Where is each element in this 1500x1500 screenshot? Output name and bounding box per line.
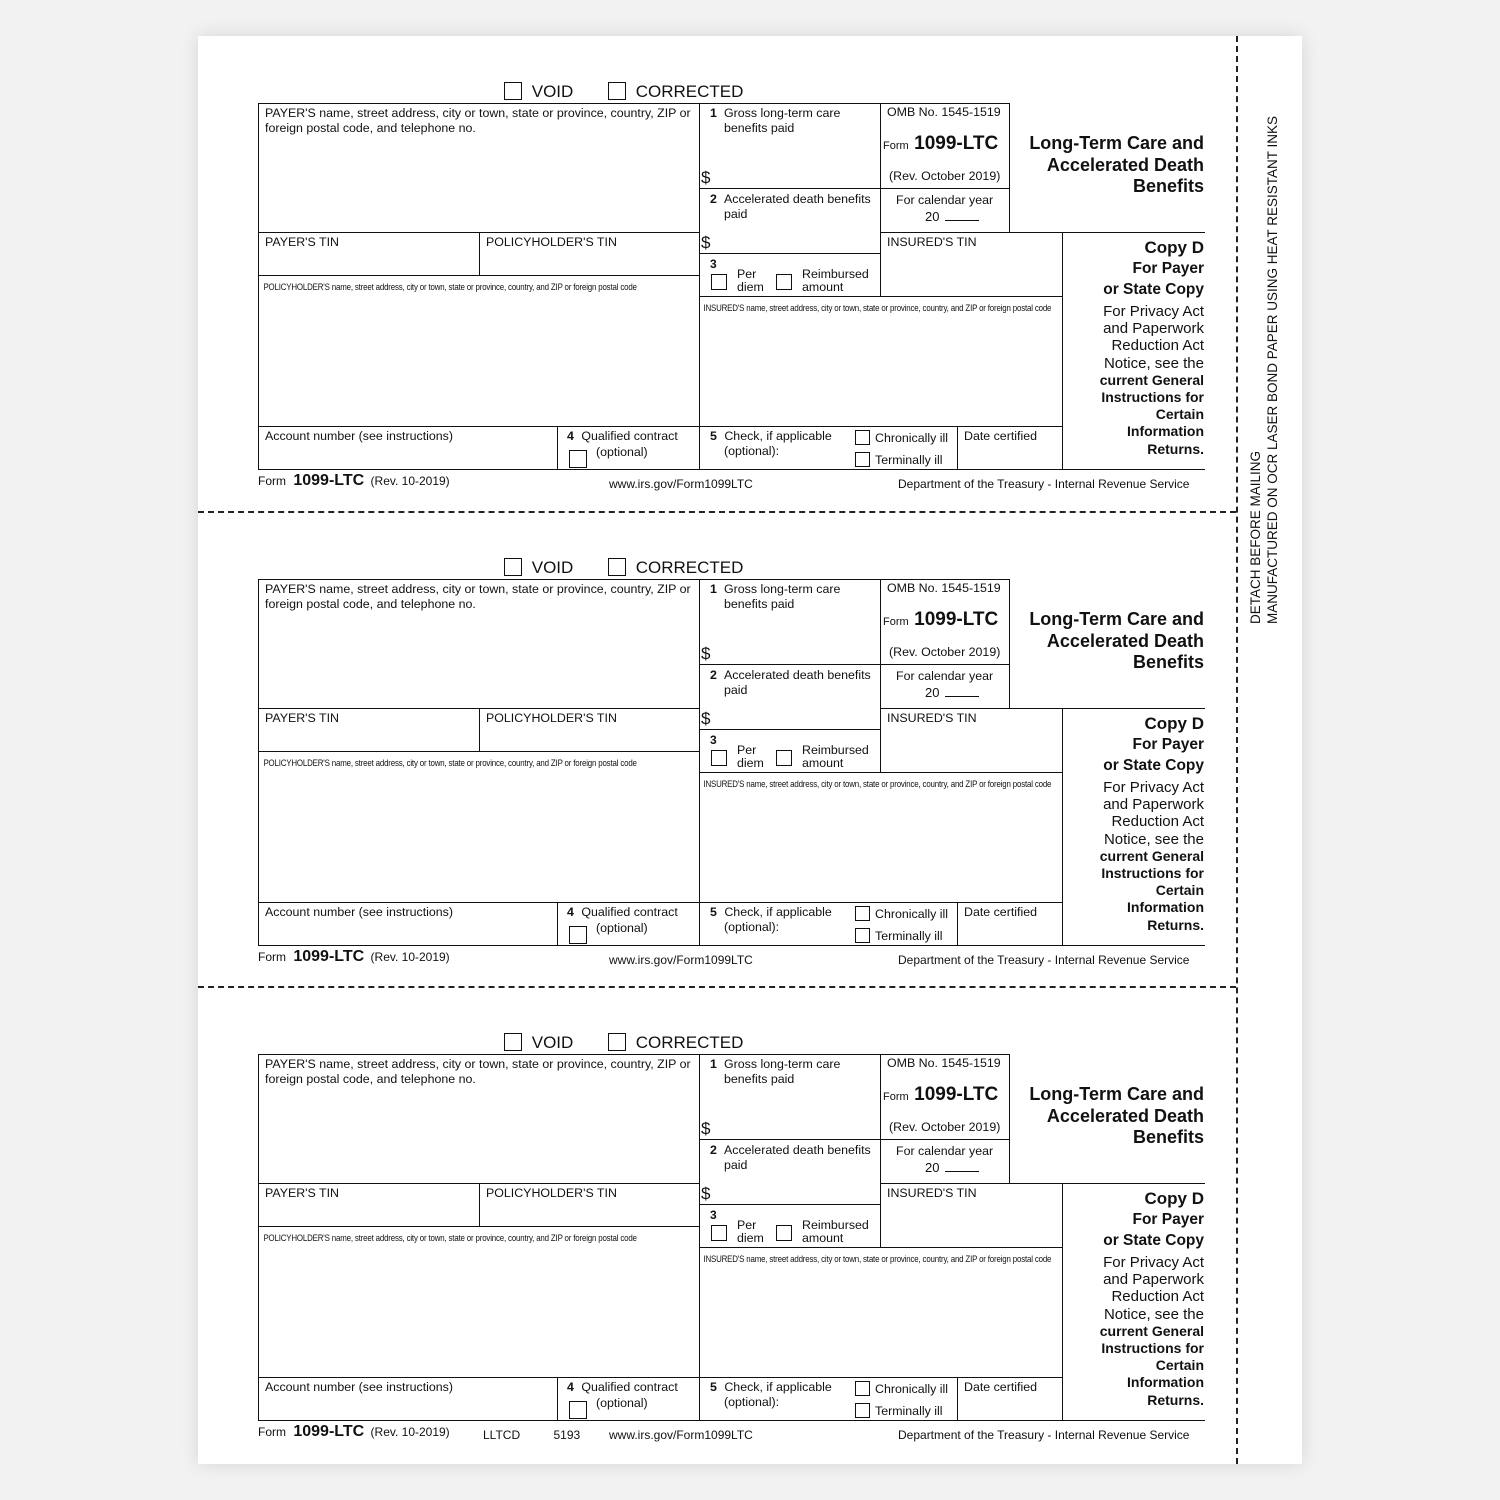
grid-line xyxy=(880,1139,1009,1140)
box5-label: Check, if applicable xyxy=(724,1380,832,1394)
box5-optional: (optional): xyxy=(724,1395,780,1409)
copy-line3: or State Copy xyxy=(1103,281,1204,298)
date-certified-field[interactable] xyxy=(958,1377,1062,1420)
account-number-field[interactable] xyxy=(259,902,557,945)
form-copy-1 xyxy=(0,0,1500,491)
date-certified-label: Date certified xyxy=(964,905,1038,919)
box1-gross-ltc-benefits[interactable] xyxy=(700,103,880,188)
insured-name-field[interactable] xyxy=(700,791,1062,902)
box2-dollar-sign: $ xyxy=(701,233,711,252)
title-line3: Benefits xyxy=(1132,652,1204,672)
box2-accelerated-death-benefits[interactable] xyxy=(700,1140,880,1204)
calendar-year-field[interactable] xyxy=(925,685,979,700)
corrected-label: CORRECTED xyxy=(635,82,744,101)
insured-name-field[interactable] xyxy=(700,315,1062,426)
omb-number: OMB No. 1545-1519 xyxy=(887,1056,1001,1070)
box2-number: 2 xyxy=(710,192,717,206)
footer-rev: (Rev. 10-2019) xyxy=(370,474,450,488)
footer-url[interactable]: www.irs.gov/Form1099LTC xyxy=(609,953,753,967)
per-diem-checkbox[interactable] xyxy=(711,750,727,766)
box4-number: 4 xyxy=(567,1380,574,1394)
grid-line xyxy=(880,188,1009,189)
year-blank[interactable] xyxy=(945,220,979,221)
corrected-label: CORRECTED xyxy=(635,558,744,577)
insured-name-label: INSURED'S name, street address, city or town, state or province, country, and ZIP or foreign postal code xyxy=(703,779,1052,789)
terminally-ill-label: Terminally ill xyxy=(875,453,943,467)
box2-number: 2 xyxy=(710,1143,717,1157)
form-revision: (Rev. October 2019) xyxy=(889,645,1001,659)
box1-dollar-sign: $ xyxy=(701,1119,711,1138)
void-checkbox[interactable] xyxy=(504,558,522,576)
date-certified-field[interactable] xyxy=(958,902,1062,945)
payer-name-label: PAYER'S name, street address, city or town, state or province, country, ZIP or foreign postal code, and telephone no. xyxy=(265,1057,691,1086)
box2-label: Accelerated death benefits paid xyxy=(724,668,871,697)
grid-line xyxy=(1062,708,1063,946)
privacy-line2: and Paperwork xyxy=(1103,1271,1204,1289)
copy-designation xyxy=(1100,237,1204,458)
insured-name-field[interactable] xyxy=(700,1266,1062,1377)
title-line2: Accelerated Death xyxy=(1046,154,1204,175)
payer-name-field[interactable] xyxy=(259,103,699,232)
box5-check-if-applicable xyxy=(710,429,832,459)
form-number: 1099-LTC xyxy=(914,133,999,154)
policyholder-tin-field[interactable] xyxy=(480,708,699,751)
box1-gross-ltc-benefits[interactable] xyxy=(700,579,880,664)
box1-label: Gross long-term care benefits paid xyxy=(724,1057,841,1086)
year-prefix: 20 xyxy=(925,209,940,224)
reimbursed-line1: Reimbursed xyxy=(802,267,869,281)
privacy-line3: Reduction Act xyxy=(1111,813,1204,831)
copy-designation xyxy=(1100,713,1204,934)
box3-number: 3 xyxy=(710,257,717,271)
box2-number: 2 xyxy=(710,668,717,682)
footer-form-number: 1099-LTC xyxy=(293,472,365,489)
per-diem-label xyxy=(737,1219,764,1245)
corrected-checkbox-group xyxy=(608,82,743,102)
corrected-checkbox[interactable] xyxy=(608,558,626,576)
title-line2: Accelerated Death xyxy=(1046,1105,1204,1126)
insured-name-label: INSURED'S name, street address, city or town, state or province, country, and ZIP or foreign postal code xyxy=(703,303,1052,313)
box1-number: 1 xyxy=(710,106,717,120)
chronically-ill-label: Chronically ill xyxy=(875,431,948,445)
payer-name-label: PAYER'S name, street address, city or town, state or province, country, ZIP or foreign postal code, and telephone no. xyxy=(265,582,691,611)
box5-check-if-applicable xyxy=(710,1380,832,1410)
corrected-checkbox-group xyxy=(608,1033,743,1053)
title-line1: Long-Term Care and xyxy=(1029,609,1204,629)
chronically-ill-checkbox[interactable] xyxy=(855,1381,870,1396)
void-label: VOID xyxy=(531,82,574,101)
instructions-line3: Certain xyxy=(1155,882,1204,899)
instructions-line2: Instructions for xyxy=(1101,389,1204,406)
privacy-line1: For Privacy Act xyxy=(1103,303,1204,320)
box5-number: 5 xyxy=(710,1380,717,1394)
insured-tin-field[interactable] xyxy=(881,232,1062,296)
copy-line1: Copy D xyxy=(1144,1189,1204,1208)
instructions-line5: Returns. xyxy=(1147,440,1204,457)
account-number-label: Account number (see instructions) xyxy=(265,1380,454,1394)
footer-rev: (Rev. 10-2019) xyxy=(370,950,450,964)
payer-name-field[interactable] xyxy=(259,579,699,708)
privacy-line3: Reduction Act xyxy=(1111,1288,1204,1306)
box4-label: Qualified contract xyxy=(581,429,678,443)
copy-line2: For Payer xyxy=(1132,260,1204,277)
calendar-year-label: For calendar year xyxy=(896,1144,994,1158)
copy-line3: or State Copy xyxy=(1103,757,1204,774)
policyholder-name-field[interactable] xyxy=(259,770,699,902)
per-diem-line1: Per xyxy=(737,267,757,281)
grid-line xyxy=(1009,103,1010,233)
year-prefix: 20 xyxy=(925,685,940,700)
privacy-line1: For Privacy Act xyxy=(1103,1254,1204,1271)
instructions-line3: Certain xyxy=(1155,406,1204,423)
payer-tin-label: PAYER'S TIN xyxy=(265,235,339,249)
footer-form-word: Form xyxy=(258,474,286,488)
void-label: VOID xyxy=(531,1033,574,1052)
box4-optional: (optional) xyxy=(596,1396,648,1410)
void-checkbox-group xyxy=(504,1033,573,1053)
year-blank[interactable] xyxy=(945,1171,979,1172)
insured-tin-label: INSURED'S TIN xyxy=(887,1186,977,1200)
payer-tin-field[interactable] xyxy=(259,1183,479,1226)
reimbursed-label xyxy=(802,268,869,294)
instructions-line2: Instructions for xyxy=(1101,1340,1204,1357)
paper-text: MANUFACTURED ON OCR LASER BOND PAPER USING HEAT RESISTANT INKS xyxy=(1265,115,1280,625)
policyholder-tin-label: POLICYHOLDER'S TIN xyxy=(486,235,617,249)
privacy-line2: and Paperwork xyxy=(1103,796,1204,814)
payer-tin-label: PAYER'S TIN xyxy=(265,711,339,725)
form-revision: (Rev. October 2019) xyxy=(889,169,1001,183)
grid-line xyxy=(1009,1054,1010,1184)
terminally-ill-checkbox[interactable] xyxy=(855,1403,870,1418)
box4-label: Qualified contract xyxy=(581,1380,678,1394)
omb-number: OMB No. 1545-1519 xyxy=(887,581,1001,595)
policyholder-tin-label: POLICYHOLDER'S TIN xyxy=(486,1186,617,1200)
payer-tin-field[interactable] xyxy=(259,232,479,275)
footer-url[interactable]: www.irs.gov/Form1099LTC xyxy=(609,477,753,491)
reimbursed-label xyxy=(802,1219,869,1245)
insured-tin-label: INSURED'S TIN xyxy=(887,711,977,725)
per-diem-line1: Per xyxy=(737,743,757,757)
insured-tin-field[interactable] xyxy=(881,1183,1062,1247)
footer-department: Department of the Treasury - Internal Revenue Service xyxy=(898,477,1190,491)
grid-line xyxy=(699,1204,880,1205)
box1-label: Gross long-term care benefits paid xyxy=(724,106,841,135)
reimbursed-checkbox[interactable] xyxy=(776,750,792,766)
title-line3: Benefits xyxy=(1132,1127,1204,1147)
instructions-line2: Instructions for xyxy=(1101,865,1204,882)
footer-form-id xyxy=(258,1423,450,1441)
policyholder-tin-field[interactable] xyxy=(480,232,699,275)
footer-rev: (Rev. 10-2019) xyxy=(370,1425,450,1439)
box5-optional: (optional): xyxy=(724,444,780,458)
insured-tin-field[interactable] xyxy=(881,708,1062,772)
instructions-line4: Information xyxy=(1127,423,1204,440)
footer-form-word: Form xyxy=(258,950,286,964)
corrected-checkbox[interactable] xyxy=(608,82,626,100)
qualified-contract-checkbox[interactable] xyxy=(569,1401,587,1419)
copy-line3: or State Copy xyxy=(1103,1232,1204,1249)
box3-number: 3 xyxy=(710,1208,717,1222)
form-word: Form xyxy=(883,616,909,628)
reimbursed-line1: Reimbursed xyxy=(802,743,869,757)
terminally-ill-checkbox[interactable] xyxy=(855,452,870,467)
instructions-line4: Information xyxy=(1127,1374,1204,1391)
void-checkbox-group xyxy=(504,82,573,102)
box2-dollar-sign: $ xyxy=(701,709,711,728)
policyholder-name-label: POLICYHOLDER'S name, street address, city or town, state or province, country, and ZIP or foreign postal code xyxy=(263,282,637,292)
footer-form-number: 1099-LTC xyxy=(293,1423,365,1440)
form-title xyxy=(1029,1084,1204,1149)
calendar-year-field[interactable] xyxy=(925,1160,979,1175)
grid-line xyxy=(699,729,880,730)
calendar-year-label: For calendar year xyxy=(896,193,994,207)
copy-line1: Copy D xyxy=(1144,238,1204,257)
box4-optional: (optional) xyxy=(596,921,648,935)
form-title xyxy=(1029,133,1204,198)
footer-department: Department of the Treasury - Internal Revenue Service xyxy=(898,1428,1190,1442)
copy-designation xyxy=(1100,1188,1204,1409)
terminally-ill-label: Terminally ill xyxy=(875,929,943,943)
per-diem-line2: diem xyxy=(737,280,764,294)
void-checkbox-group xyxy=(504,558,573,578)
footer-form-word: Form xyxy=(258,1425,286,1439)
payer-tin-label: PAYER'S TIN xyxy=(265,1186,339,1200)
per-diem-line2: diem xyxy=(737,756,764,770)
box5-label: Check, if applicable xyxy=(724,429,832,443)
copy-line2: For Payer xyxy=(1132,736,1204,753)
per-diem-line2: diem xyxy=(737,1231,764,1245)
instructions-line3: Certain xyxy=(1155,1357,1204,1374)
box3-number: 3 xyxy=(710,733,717,747)
terminally-ill-label: Terminally ill xyxy=(875,1404,943,1418)
title-line1: Long-Term Care and xyxy=(1029,133,1204,153)
box4-number: 4 xyxy=(567,429,574,443)
year-blank[interactable] xyxy=(945,696,979,697)
footer-department: Department of the Treasury - Internal Revenue Service xyxy=(898,953,1190,967)
void-checkbox[interactable] xyxy=(504,82,522,100)
instructions-line1: current General xyxy=(1099,1322,1204,1339)
date-certified-field[interactable] xyxy=(958,426,1062,469)
box1-dollar-sign: $ xyxy=(701,168,711,187)
void-checkbox[interactable] xyxy=(504,1033,522,1051)
box2-accelerated-death-benefits[interactable] xyxy=(700,189,880,253)
instructions-line1: current General xyxy=(1099,847,1204,864)
terminally-ill-checkbox[interactable] xyxy=(855,928,870,943)
box1-gross-ltc-benefits[interactable] xyxy=(700,1054,880,1139)
policyholder-tin-field[interactable] xyxy=(480,1183,699,1226)
box5-optional: (optional): xyxy=(724,920,780,934)
reimbursed-line2: amount xyxy=(802,1231,844,1245)
form-revision: (Rev. October 2019) xyxy=(889,1120,1001,1134)
instructions-line4: Information xyxy=(1127,899,1204,916)
grid-line xyxy=(1009,579,1010,709)
box4-optional: (optional) xyxy=(596,445,648,459)
footer-url[interactable]: www.irs.gov/Form1099LTC xyxy=(609,1428,753,1442)
account-number-label: Account number (see instructions) xyxy=(265,905,454,919)
grid-line xyxy=(880,664,1009,665)
date-certified-label: Date certified xyxy=(964,429,1038,443)
chronically-ill-label: Chronically ill xyxy=(875,1382,948,1396)
payer-tin-field[interactable] xyxy=(259,708,479,751)
box1-dollar-sign: $ xyxy=(701,644,711,663)
footer-form-number: 1099-LTC xyxy=(293,948,365,965)
privacy-line1: For Privacy Act xyxy=(1103,779,1204,796)
box4-label: Qualified contract xyxy=(581,905,678,919)
policyholder-name-label: POLICYHOLDER'S name, street address, city or town, state or province, country, and ZIP or foreign postal code xyxy=(263,1233,637,1243)
reimbursed-checkbox[interactable] xyxy=(776,274,792,290)
form-copy-2 xyxy=(0,476,1500,967)
box1-number: 1 xyxy=(710,582,717,596)
insured-name-label: INSURED'S name, street address, city or town, state or province, country, and ZIP or foreign postal code xyxy=(703,1254,1052,1264)
year-prefix: 20 xyxy=(925,1160,940,1175)
copy-line2: For Payer xyxy=(1132,1211,1204,1228)
title-line1: Long-Term Care and xyxy=(1029,1084,1204,1104)
calendar-year-label: For calendar year xyxy=(896,669,994,683)
title-line3: Benefits xyxy=(1132,176,1204,196)
footer-code2: 5193 xyxy=(553,1428,581,1442)
instructions-line1: current General xyxy=(1099,371,1204,388)
per-diem-label xyxy=(737,744,764,770)
policyholder-name-label: POLICYHOLDER'S name, street address, city or town, state or province, country, and ZIP or foreign postal code xyxy=(263,758,637,768)
reimbursed-checkbox[interactable] xyxy=(776,1225,792,1241)
form-word: Form xyxy=(883,140,909,152)
payer-name-label: PAYER'S name, street address, city or town, state or province, country, ZIP or foreign postal code, and telephone no. xyxy=(265,106,691,135)
qualified-contract-checkbox[interactable] xyxy=(569,450,587,468)
payer-name-field[interactable] xyxy=(259,1054,699,1183)
box2-accelerated-death-benefits[interactable] xyxy=(700,665,880,729)
reimbursed-label xyxy=(802,744,869,770)
chronically-ill-checkbox[interactable] xyxy=(855,430,870,445)
reimbursed-line2: amount xyxy=(802,756,844,770)
corrected-checkbox-group xyxy=(608,558,743,578)
per-diem-line1: Per xyxy=(737,1218,757,1232)
chronically-ill-checkbox[interactable] xyxy=(855,906,870,921)
policyholder-name-field[interactable] xyxy=(259,1245,699,1377)
form-number-block xyxy=(883,133,998,155)
footer-code1: LLTCD xyxy=(483,1428,521,1442)
per-diem-checkbox[interactable] xyxy=(711,274,727,290)
footer-codes xyxy=(483,1428,580,1442)
calendar-year-field[interactable] xyxy=(925,209,979,224)
instructions-line5: Returns. xyxy=(1147,1391,1204,1408)
grid-line xyxy=(1062,232,1063,470)
form-word: Form xyxy=(883,1091,909,1103)
grid-line xyxy=(1062,1183,1063,1421)
per-diem-label xyxy=(737,268,764,294)
account-number-field[interactable] xyxy=(259,426,557,469)
box4-number: 4 xyxy=(567,905,574,919)
form-number-block xyxy=(883,1084,998,1106)
per-diem-checkbox[interactable] xyxy=(711,1225,727,1241)
account-number-field[interactable] xyxy=(259,1377,557,1420)
box5-check-if-applicable xyxy=(710,905,832,935)
date-certified-label: Date certified xyxy=(964,1380,1038,1394)
box1-number: 1 xyxy=(710,1057,717,1071)
copy-line1: Copy D xyxy=(1144,714,1204,733)
box5-label: Check, if applicable xyxy=(724,905,832,919)
corrected-label: CORRECTED xyxy=(635,1033,744,1052)
form-copy-3 xyxy=(0,951,1500,1442)
box5-number: 5 xyxy=(710,429,717,443)
box2-label: Accelerated death benefits paid xyxy=(724,1143,871,1172)
privacy-line4: Notice, see the xyxy=(1103,830,1204,848)
privacy-line2: and Paperwork xyxy=(1103,320,1204,338)
grid-line xyxy=(699,253,880,254)
form-number-block xyxy=(883,609,998,631)
privacy-line4: Notice, see the xyxy=(1103,354,1204,372)
box2-label: Accelerated death benefits paid xyxy=(724,192,871,221)
chronically-ill-label: Chronically ill xyxy=(875,907,948,921)
qualified-contract-checkbox[interactable] xyxy=(569,926,587,944)
policyholder-name-field[interactable] xyxy=(259,294,699,426)
box1-label: Gross long-term care benefits paid xyxy=(724,582,841,611)
insured-tin-label: INSURED'S TIN xyxy=(887,235,977,249)
privacy-line3: Reduction Act xyxy=(1111,337,1204,355)
form-number: 1099-LTC xyxy=(914,609,999,630)
box5-number: 5 xyxy=(710,905,717,919)
reimbursed-line2: amount xyxy=(802,280,844,294)
title-line2: Accelerated Death xyxy=(1046,630,1204,651)
form-number: 1099-LTC xyxy=(914,1084,999,1105)
detach-text: DETACH BEFORE MAILING xyxy=(1248,451,1263,625)
instructions-line5: Returns. xyxy=(1147,916,1204,933)
account-number-label: Account number (see instructions) xyxy=(265,429,454,443)
form-title xyxy=(1029,609,1204,674)
reimbursed-line1: Reimbursed xyxy=(802,1218,869,1232)
privacy-line4: Notice, see the xyxy=(1103,1305,1204,1323)
corrected-checkbox[interactable] xyxy=(608,1033,626,1051)
void-label: VOID xyxy=(531,558,574,577)
policyholder-tin-label: POLICYHOLDER'S TIN xyxy=(486,711,617,725)
omb-number: OMB No. 1545-1519 xyxy=(887,105,1001,119)
box2-dollar-sign: $ xyxy=(701,1184,711,1203)
